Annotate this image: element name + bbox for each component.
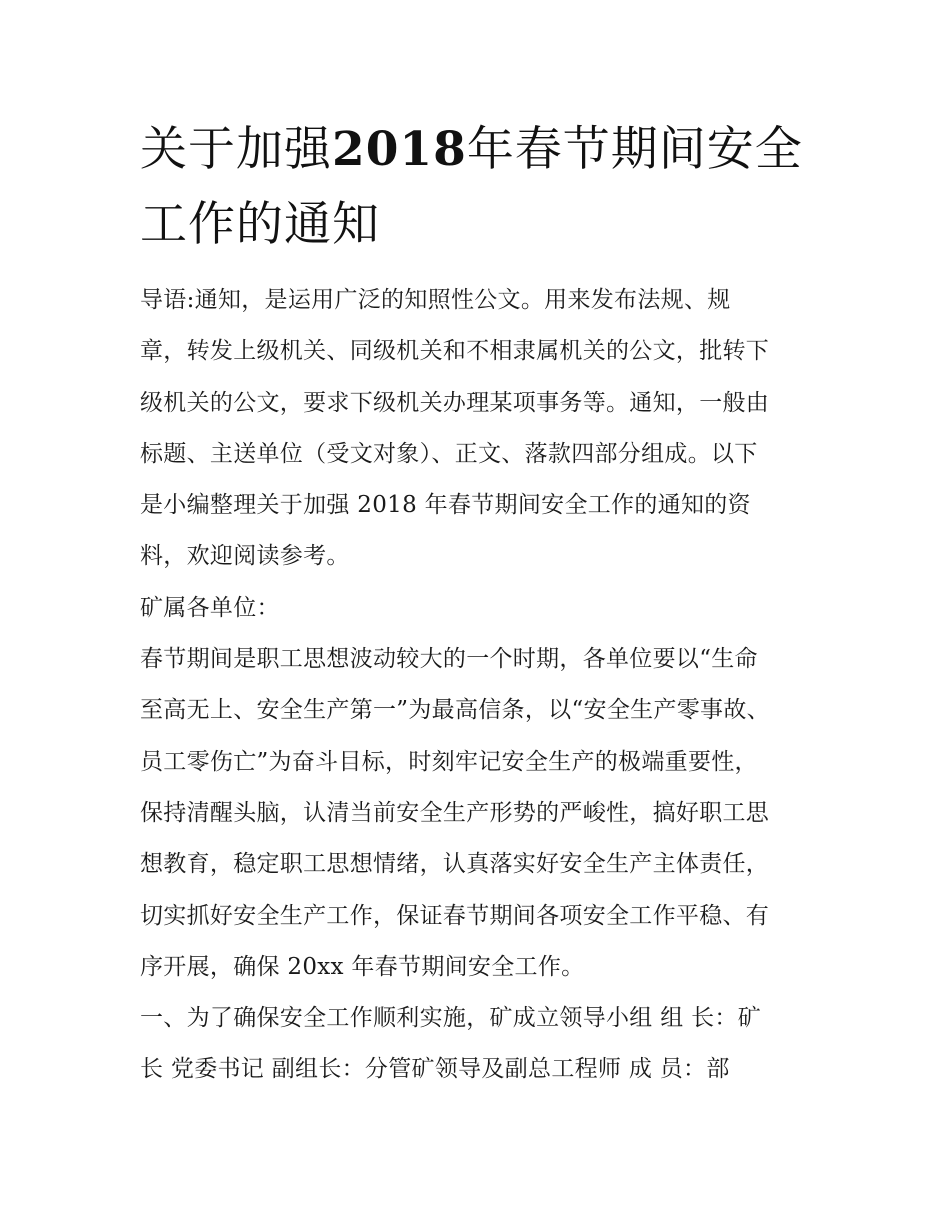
body-line-15: 一、为了确保安全工作顺利实施，矿成立领导小组 组 长：矿 xyxy=(140,1005,762,1032)
document-title xyxy=(140,112,820,262)
body-line-3: 级机关的公文，要求下级机关办理某项事务等。通知，一般由 xyxy=(140,389,770,416)
body-line-4: 标题、主送单位（受文对象）、正文、落款四部分组成。以下 xyxy=(140,440,758,467)
title-part-1: 关于加强 xyxy=(140,122,332,177)
body-line-8: 春节期间是职工思想波动较大的一个时期，各单位要以“生命 xyxy=(140,646,758,673)
body-line-13: 切实抓好安全生产工作，保证春节期间各项安全工作平稳、有 xyxy=(140,902,770,929)
body-line-11: 保持清醒头脑，认清当前安全生产形势的严峻性，搞好职工思 xyxy=(140,799,770,826)
body-line-12: 想教育，稳定职工思想情绪，认真落实好安全生产主体责任， xyxy=(140,851,770,878)
title-year: 2018 xyxy=(332,122,467,177)
body-line-6: 料，欢迎阅读参考。 xyxy=(140,543,350,570)
body-line-9: 至高无上、安全生产第一”为最高信条，以“安全生产零事故、 xyxy=(140,697,770,724)
body-line-14: 序开展，确保 20xx 年春节期间安全工作。 xyxy=(140,953,585,980)
body-line-1: 导语:通知，是运用广泛的知照性公文。用来发布法规、规 xyxy=(140,287,731,313)
body-line-5: 是小编整理关于加强 2018 年春节期间安全工作的通知的资 xyxy=(140,492,751,519)
document-body xyxy=(140,275,815,1096)
body-line-2: 章，转发上级机关、同级机关和不相隶属机关的公文，批转下 xyxy=(140,338,770,365)
body-line-10: 员工零伤亡”为奋斗目标，时刻牢记安全生产的极端重要性， xyxy=(140,748,758,775)
salutation: 矿属各单位： xyxy=(140,594,280,621)
title-part-2: 年春节期间安全 xyxy=(466,122,803,177)
title-part-3: 工作的通知 xyxy=(140,197,380,252)
body-line-16: 长 党委书记 副组长：分管矿领导及副总工程师 成 员：部 xyxy=(140,1056,730,1083)
